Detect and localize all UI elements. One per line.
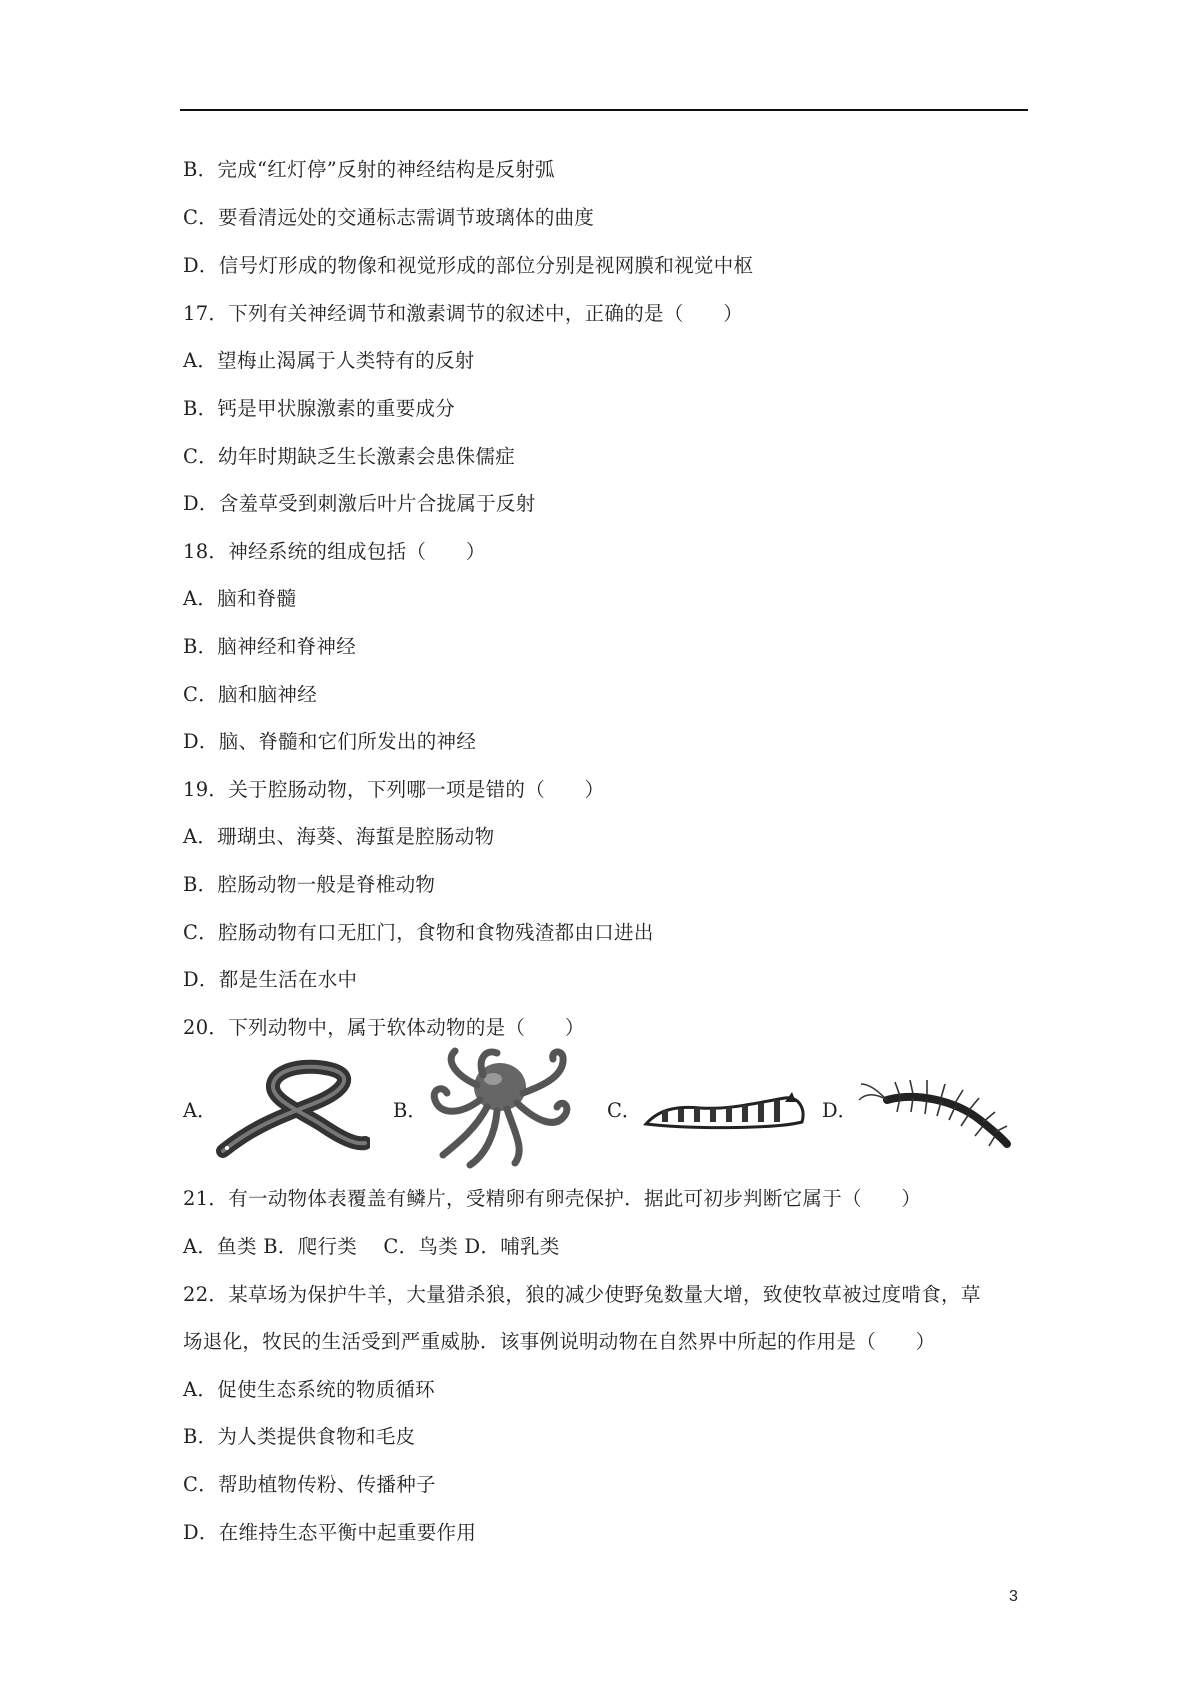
text-line: B．完成“红灯停”反射的神经结构是反射弧: [183, 158, 555, 181]
text-line: A．鱼类 B．爬行类 C．鸟类 D．哺乳类: [183, 1235, 560, 1258]
text-line: B．为人类提供食物和毛皮: [183, 1425, 416, 1448]
option-a-label: A．: [183, 1099, 217, 1122]
text-line: B．脑神经和脊神经: [183, 635, 357, 658]
text-line: A．望梅止渴属于人类特有的反射: [183, 349, 475, 372]
text-line: A．珊瑚虫、海葵、海蜇是腔肠动物: [183, 825, 495, 848]
text-line: D．含羞草受到刺激后叶片合拢属于反射: [183, 492, 536, 515]
text-line: D．都是生活在水中: [183, 968, 358, 991]
text-line: B．钙是甲状腺激素的重要成分: [183, 397, 456, 420]
text-line: D．信号灯形成的物像和视觉形成的部位分别是视网膜和视觉中枢: [183, 254, 754, 277]
text-line: D．脑、脊髓和它们所发出的神经: [183, 730, 477, 753]
page-number: 3: [1009, 1588, 1018, 1605]
text-line: B．腔肠动物一般是脊椎动物: [183, 873, 436, 896]
text-line: D．在维持生态平衡中起重要作用: [183, 1521, 477, 1544]
centipede-icon: [855, 1070, 1020, 1155]
option-d-label: D．: [822, 1099, 858, 1122]
text-line: C．幼年时期缺乏生长激素会患侏儒症: [183, 445, 516, 468]
question-20: 20．下列动物中，属于软体动物的是（ ）: [183, 1016, 585, 1039]
text-line: C．帮助植物传粉、传播种子: [183, 1473, 436, 1496]
option-b-label: B．: [393, 1099, 427, 1122]
header-rule: [180, 109, 1028, 111]
text-line: 场退化，牧民的生活受到严重威胁．该事例说明动物在自然界中所起的作用是（ ）: [183, 1330, 936, 1353]
question-19: 19．关于腔肠动物，下列哪一项是错的（ ）: [183, 778, 605, 801]
text-line: A．促使生态系统的物质循环: [183, 1378, 435, 1401]
text-line: C．脑和脑神经: [183, 683, 318, 706]
question-21: 21．有一动物体表覆盖有鳞片，受精卵有卵壳保护．据此可初步判断它属于（ ）: [183, 1187, 922, 1210]
option-c-label: C．: [607, 1099, 642, 1122]
question-18: 18．神经系统的组成包括（ ）: [183, 540, 486, 563]
question-22: 22．某草场为保护牛羊，大量猎杀狼，狼的减少使野兔数量大增，致使牧草被过度啃食，草: [183, 1283, 981, 1306]
text-line: A．脑和脊髓: [183, 587, 297, 610]
eel-icon: [215, 1055, 370, 1165]
question-17: 17．下列有关神经调节和激素调节的叙述中，正确的是（ ）: [183, 302, 744, 325]
text-line: C．腔肠动物有口无肛门，食物和食物残渣都由口进出: [183, 921, 654, 944]
octopus-icon: [425, 1045, 580, 1170]
caterpillar-icon: [640, 1088, 810, 1138]
text-line: C．要看清远处的交通标志需调节玻璃体的曲度: [183, 206, 595, 229]
